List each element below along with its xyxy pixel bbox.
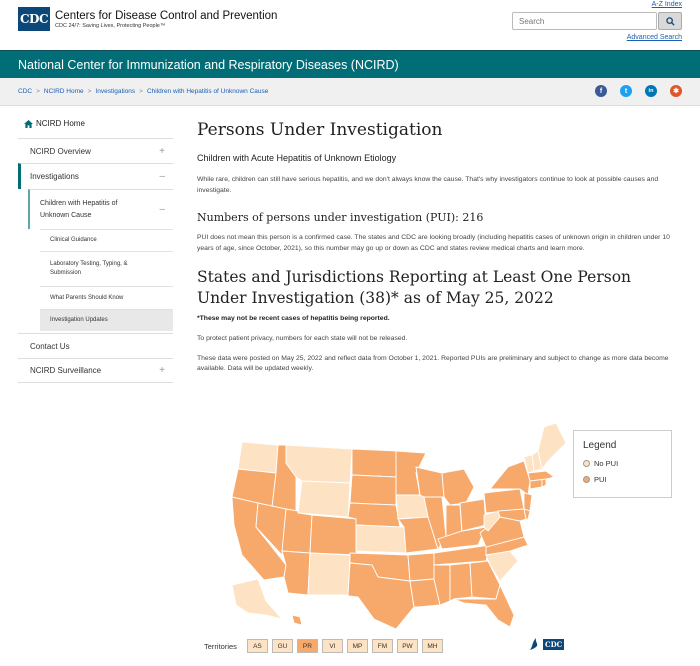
map-state-ks[interactable] [356,525,406,553]
legend-swatch [583,460,590,467]
pui-heading: Numbers of persons under investigation (PUI): 216 [197,211,484,224]
top-header [0,0,700,50]
syndicate-icon[interactable]: ✱ [670,85,682,97]
territory-pw[interactable]: PW [397,639,418,653]
sidebar-item-label: Children with Hepatitis of Unknown Cause [40,199,118,219]
expand-plus-icon[interactable]: + [159,365,165,376]
facebook-icon[interactable]: f [595,85,607,97]
map-state-ar[interactable] [408,553,434,581]
map-state-ak[interactable] [232,579,282,619]
legend-label: No PUI [594,459,619,468]
sidebar-item-overview[interactable] [18,138,173,163]
sidebar-home-label: NCIRD Home [36,119,85,128]
states-heading: States and Jurisdictions Reporting at Least One Person Under Investigation (38)* as of May 25, 2022 [197,268,632,307]
cdc-footer-logo [527,636,564,652]
sidebar-subitem-parents[interactable] [40,286,173,309]
map-state-oh[interactable] [460,499,486,531]
expand-plus-icon[interactable]: + [159,145,165,157]
breadcrumb-item[interactable]: NCIRD Home [43,88,84,95]
map-state-ut[interactable] [282,509,312,553]
sidebar-subitem-label: Investigation Updates [50,317,108,323]
az-index-link[interactable]: A-Z Index [651,1,682,8]
org-name: Centers for Disease Control and Prevention [55,9,278,22]
territory-mp[interactable]: MP [347,639,368,653]
sidebar-subitem-investigation-updates[interactable] [40,309,173,331]
legend-item-no-pui [583,459,662,468]
breadcrumb-item[interactable]: CDC [18,88,33,95]
intro-paragraph: While rare, children can still have serious hepatitis, and we don't always know the cause. That's why investigators continue to look at possible causes and investigate. [197,176,659,194]
sidebar-nav [18,115,173,383]
map-state-ne[interactable] [348,503,400,527]
map-legend [573,430,672,498]
sidebar-subitem-clinical-guidance[interactable] [40,229,173,251]
sidebar-item-contact[interactable] [18,333,173,358]
breadcrumb-item[interactable]: Investigations [95,88,136,95]
sidebar-item-investigations[interactable] [18,163,173,189]
territory-fm[interactable]: FM [372,639,393,653]
search-icon [666,17,675,26]
map-state-co[interactable] [310,515,358,555]
legend-swatch [583,476,590,483]
map-state-nj[interactable] [524,493,532,511]
legend-item-pui [583,475,662,484]
breadcrumb-item[interactable]: Children with Hepatitis of Unknown Cause [146,88,269,95]
territory-vi[interactable]: VI [322,639,343,653]
legend-title: Legend [583,440,617,451]
map-state-hi[interactable] [292,615,302,625]
note-text: *These may not be recent cases of hepatitis being reported. [197,315,390,322]
page-subtitle: Children with Acute Hepatitis of Unknown Etiology [197,153,397,163]
cdc-logo-mark: CDC [18,7,50,31]
data-note-text: These data were posted on May 25, 2022 and reflect data from October 1, 2021. Reported PUIs are preliminary and subject to change as more data become available. Data will be updated weekly. [197,354,669,372]
map-state-wa[interactable] [238,442,278,473]
sidebar-item-surveillance[interactable] [18,358,173,383]
breadcrumb [0,78,700,106]
map-state-nd[interactable] [352,449,398,477]
breadcrumb-separator: > [139,88,143,95]
advanced-search-link[interactable]: Advanced Search [626,34,682,41]
legend-label: PUI [594,475,607,484]
map-state-wy[interactable] [298,481,350,517]
banner-title: National Center for Immunization and Respiratory Diseases (NCIRD) [18,57,399,72]
sidebar-subitem-label: What Parents Should Know [50,294,124,301]
map-state-nm[interactable] [308,553,350,595]
map-state-mt[interactable] [286,445,352,483]
territory-as[interactable]: AS [247,639,268,653]
sidebar-item-label: NCIRD Overview [30,146,91,156]
collapse-minus-icon[interactable]: – [159,171,165,182]
map-state-sd[interactable] [350,475,396,505]
map-state-al[interactable] [450,563,472,601]
breadcrumb-separator: > [36,88,40,95]
sidebar-subitem-label: Laboratory Testing, Typing, & Submission [50,261,128,276]
sidebar-item-label: Contact Us [30,341,70,351]
linkedin-icon[interactable]: in [645,85,657,97]
territory-mh[interactable]: MH [422,639,443,653]
sidebar-item-label: NCIRD Surveillance [30,366,102,375]
privacy-text: To protect patient privacy, numbers for each state will not be released. [197,335,408,342]
map-state-me[interactable] [538,423,566,469]
map-state-mi[interactable] [442,469,474,505]
page-title: Persons Under Investigation [197,120,443,140]
sidebar-item-label: Investigations [30,172,79,181]
territories-row [204,639,443,653]
cdc-small-logo-text: CDC [545,639,563,649]
territories-label: Territories [204,641,237,651]
home-icon [24,120,33,128]
twitter-icon[interactable]: t [620,85,632,97]
pui-paragraph: PUI does not mean this person is a confirmed case. The states and CDC are looking broadly (including hepatitis cases of unknown origin in children under 10 years of age, since October, 2021), so this number may go up or down as CDC and states review medical charts and learn more. [197,234,670,252]
sidebar-subitem-lab-testing[interactable] [40,251,173,286]
map-state-ia[interactable] [396,495,428,519]
map-state-ri[interactable] [542,479,546,487]
cdc-logo[interactable] [18,7,277,31]
territory-pr[interactable]: PR [297,639,318,653]
site-banner[interactable] [0,50,700,78]
sidebar-item-home[interactable] [18,115,173,138]
search-input[interactable]: Search [512,12,657,30]
social-links [595,85,682,97]
us-states-map [228,415,568,630]
map-state-wi[interactable] [416,467,444,497]
breadcrumb-separator: > [87,88,92,95]
sidebar-item-children-hepatitis[interactable] [28,189,173,229]
tagline: CDC 24/7: Saving Lives, Protecting People™ [55,22,166,29]
territory-gu[interactable]: GU [272,639,293,653]
map-state-az[interactable] [282,551,310,595]
collapse-minus-icon[interactable]: – [159,203,165,215]
search-button[interactable] [658,12,682,30]
map-state-ma[interactable] [528,471,554,481]
hhs-eagle-icon [527,636,541,652]
sidebar-subitem-label: Clinical Guidance [50,237,97,243]
main-content [197,120,685,375]
